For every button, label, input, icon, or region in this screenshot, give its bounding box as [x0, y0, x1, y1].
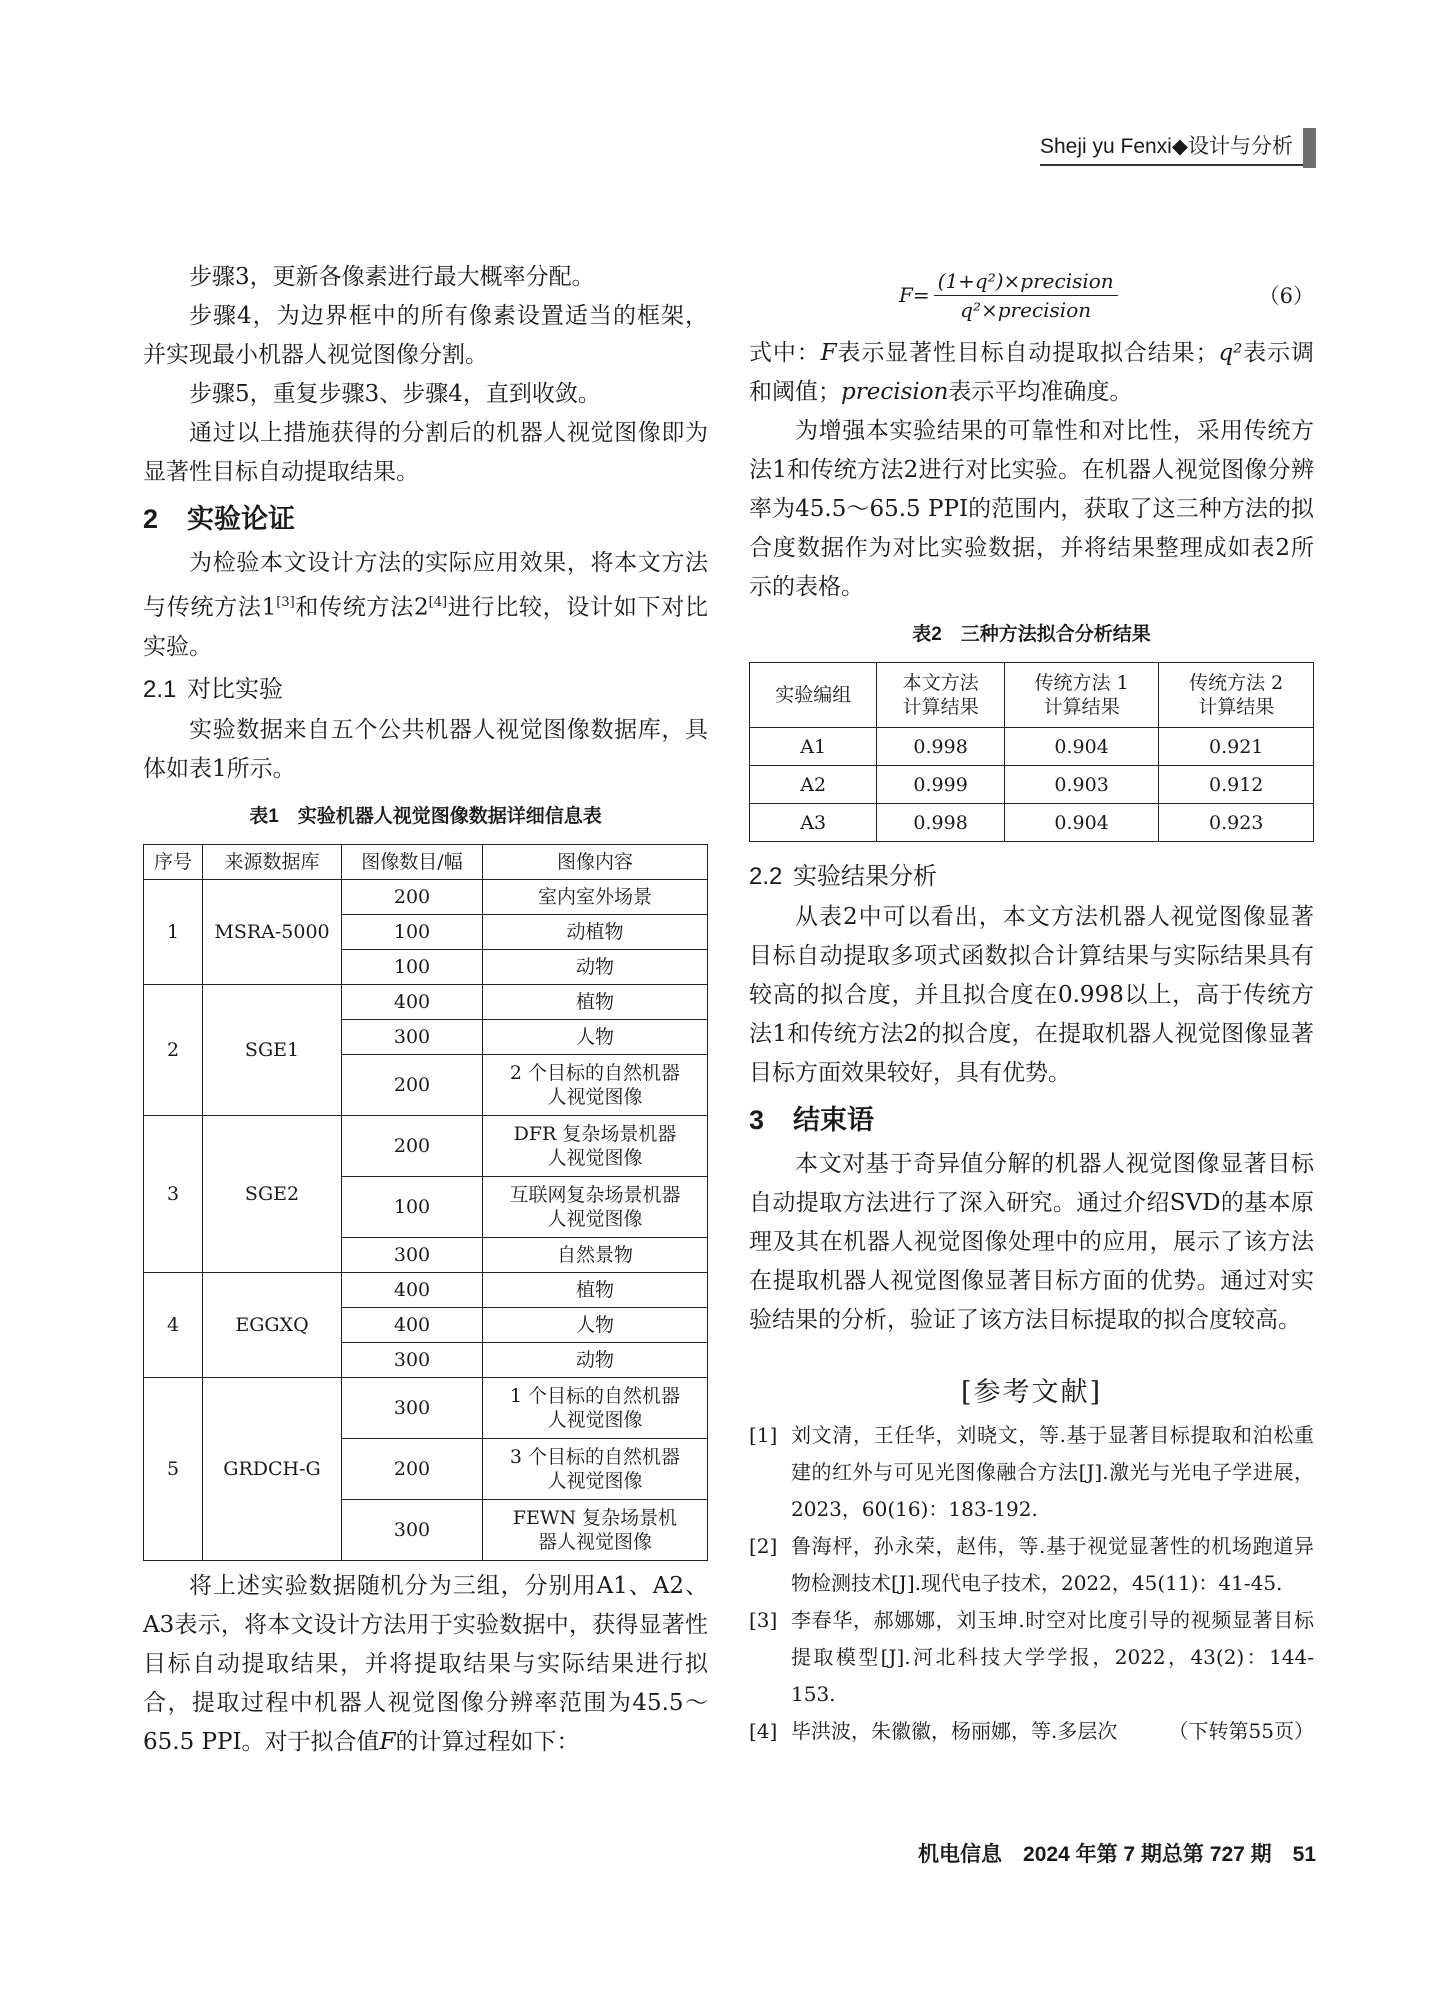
table-row [144, 1115, 708, 1176]
reference-text: 李春华，郝娜娜，刘玉坤.时空对比度引导的视频显著目标提取模型[J].河北科技大学学报，2022，43(2)：144-153. [791, 1608, 1314, 1706]
table2-cell: 0.912 [1159, 766, 1314, 804]
table1-group-number: 2 [144, 984, 203, 1115]
table1-image-content: 3 个目标的自然机器人视觉图像 [483, 1438, 708, 1499]
equation-fraction [934, 269, 1118, 322]
table2-cell: 0.998 [877, 804, 1004, 842]
header-bar [1303, 128, 1316, 168]
reference-number: [2] [749, 1534, 778, 1558]
reference-text: 刘文清，王任华，刘晓文，等.基于显著目标提取和泊松重建的红外与可见光图像融合方法[J].激光与光电子学进展，2023，60(16)：183-192. [791, 1423, 1314, 1521]
table1-image-content: 自然景物 [483, 1237, 708, 1272]
table1-group-number: 5 [144, 1377, 203, 1560]
table2-header-cell: 传统方法 1 计算结果 [1004, 663, 1159, 728]
table2-cell: 0.999 [877, 766, 1004, 804]
equation-number: （6） [1258, 284, 1314, 308]
reference-item [749, 1602, 1314, 1713]
table1-image-count: 200 [342, 1438, 483, 1499]
table-row [144, 1272, 708, 1307]
dataset-paragraph: 实验数据来自五个公共机器人视觉图像数据库，具体如表1所示。 [143, 716, 708, 782]
section-2-1-heading: 2.1 对比实验 [143, 675, 283, 703]
table1-image-count: 400 [342, 1307, 483, 1342]
table-row [144, 879, 708, 914]
table1-image-count: 100 [342, 1176, 483, 1237]
running-title: Sheji yu Fenxi◆设计与分析 [1040, 130, 1303, 166]
table2-cell: 0.998 [877, 728, 1004, 766]
grouping-paragraph: 将上述实验数据随机分为三组，分别用A1、A2、A3表示，将本文设计方法用于实验数据中，获得显著性目标自动提取结果，并将提取结果与实际结果进行拟合，提取过程中机器人视觉图像分辨率范围为45.5～65.5 PPI。对于拟合值F的计算过程如下： [143, 1572, 708, 1755]
formula-explanation: 式中：F表示显著性目标自动提取拟合结果；q²表示调和阈值；precision表示平均准确度。 [749, 340, 1315, 405]
table2-cell: A2 [750, 766, 877, 804]
table1-image-count: 400 [342, 984, 483, 1019]
table1-group-number: 1 [144, 879, 203, 984]
table1-caption: 表1 实验机器人视觉图像数据详细信息表 [249, 805, 602, 827]
table1-source-db: GRDCH-G [203, 1377, 342, 1560]
left-column [143, 258, 708, 1762]
table2-header-row [750, 663, 1314, 728]
table1-header-cell: 来源数据库 [203, 844, 342, 879]
table1-image-count: 100 [342, 914, 483, 949]
table1-header-cell: 图像数目/幅 [342, 844, 483, 879]
reference-number: [4] [749, 1719, 778, 1743]
table2-cell: A1 [750, 728, 877, 766]
table1-image-count: 200 [342, 1054, 483, 1115]
table1-group-number: 4 [144, 1272, 203, 1377]
table1-source-db: SGE1 [203, 984, 342, 1115]
table1-image-count: 300 [342, 1019, 483, 1054]
equation-denominator: q²×precision [960, 297, 1092, 322]
reference-number: [1] [749, 1423, 778, 1447]
table1-header-cell: 序号 [144, 844, 203, 879]
table2-header-cell: 本文方法 计算结果 [877, 663, 1004, 728]
step5-paragraph: 步骤5，重复步骤3、步骤4，直到收敛。 [189, 381, 601, 407]
right-column [749, 258, 1314, 1750]
references-heading: [参考文献] [960, 1377, 1103, 1408]
equation-6 [749, 258, 1314, 332]
result-paragraph: 通过以上措施获得的分割后的机器人视觉图像即为显著性目标自动提取结果。 [143, 420, 708, 485]
analysis-paragraph: 从表2中可以看出，本文方法机器人视觉图像显著目标自动提取多项式函数拟合计算结果与实际结果具有较高的拟合度，并且拟合度在0.998以上，高于传统方法1和传统方法2的拟合度，在提取机器人视觉图像显著目标方面效果较好，具有优势。 [749, 904, 1314, 1086]
equation-lhs: F= [899, 283, 930, 307]
table1-header-cell: 图像内容 [483, 844, 708, 879]
reference-item [749, 1528, 1314, 1602]
table1-source-db: SGE2 [203, 1115, 342, 1272]
table1-header-row [144, 844, 708, 879]
table-row [750, 766, 1314, 804]
table1-image-count: 300 [342, 1499, 483, 1560]
page-footer [918, 1838, 1316, 1868]
table2 [749, 662, 1314, 842]
page-number: 51 [1292, 1843, 1316, 1866]
experiment-intro-paragraph: 为检验本文设计方法的实际应用效果，将本文方法与传统方法1[3]和传统方法2[4]进行比较，设计如下对比实验。 [143, 550, 709, 660]
table2-cell: A3 [750, 804, 877, 842]
table1-image-count: 300 [342, 1237, 483, 1272]
reference-text: 毕洪波，朱徽徽，杨丽娜，等.多层次 （下转第55页） [791, 1713, 1314, 1750]
table-row [144, 1377, 708, 1438]
citation-3: [3] [276, 595, 295, 610]
table2-cell: 0.904 [1004, 728, 1159, 766]
equation-numerator: (1+q²)×precision [934, 269, 1118, 296]
table2-caption: 表2 三种方法拟合分析结果 [912, 624, 1151, 645]
table2-cell: 0.903 [1004, 766, 1159, 804]
table1-image-content: 1 个目标的自然机器人视觉图像 [483, 1377, 708, 1438]
table1-image-count: 300 [342, 1342, 483, 1377]
section-2-2-heading: 2.2 实验结果分析 [749, 863, 937, 890]
reference-number: [3] [749, 1608, 778, 1632]
table1-image-content: 2 个目标的自然机器人视觉图像 [483, 1054, 708, 1115]
table1-image-count: 300 [342, 1377, 483, 1438]
step3-paragraph: 步骤3，更新各像素进行最大概率分配。 [189, 264, 595, 290]
reference-item [749, 1417, 1314, 1528]
section-3-heading: 3 结束语 [749, 1105, 874, 1135]
table1-image-content: 植物 [483, 1272, 708, 1307]
table1-image-content: DFR 复杂场景机器人视觉图像 [483, 1115, 708, 1176]
table2-header-cell: 传统方法 2 计算结果 [1159, 663, 1314, 728]
table2-cell: 0.921 [1159, 728, 1314, 766]
citation-4: [4] [428, 595, 448, 610]
table1-image-content: 人物 [483, 1019, 708, 1054]
table1-group-number: 3 [144, 1115, 203, 1272]
reference-item [749, 1713, 1314, 1750]
table2-cell: 0.904 [1004, 804, 1159, 842]
table-row [750, 804, 1314, 842]
table1-source-db: MSRA-5000 [203, 879, 342, 984]
table1-image-count: 200 [342, 1115, 483, 1176]
table1-image-content: 人物 [483, 1307, 708, 1342]
comparison-paragraph: 为增强本实验结果的可靠性和对比性，采用传统方法1和传统方法2进行对比实验。在机器人视觉图像分辨率为45.5～65.5 PPI的范围内，获取了这三种方法的拟合度数据作为对比实验数据，并将结果整理成如表2所示的表格。 [749, 418, 1314, 600]
table1-image-count: 100 [342, 949, 483, 984]
conclusion-paragraph: 本文对基于奇异值分解的机器人视觉图像显著目标自动提取方法进行了深入研究。通过介绍SVD的基本原理及其在机器人视觉图像处理中的应用，展示了该方法在提取机器人视觉图像显著目标方面的优势。通过对实验结果的分析，验证了该方法目标提取的拟合度较高。 [749, 1151, 1314, 1333]
table1-image-content: 动物 [483, 1342, 708, 1377]
running-header [1040, 128, 1316, 168]
table1-image-count: 200 [342, 879, 483, 914]
table1-image-content: 动物 [483, 949, 708, 984]
table1-source-db: EGGXQ [203, 1272, 342, 1377]
table2-header-cell: 实验编组 [750, 663, 877, 728]
table1-image-content: 室内室外场景 [483, 879, 708, 914]
table2-cell: 0.923 [1159, 804, 1314, 842]
table1-image-content: 互联网复杂场景机器人视觉图像 [483, 1176, 708, 1237]
table-row [144, 984, 708, 1019]
section-2-heading: 2 实验论证 [143, 504, 295, 534]
table1-image-content: FEWN 复杂场景机器人视觉图像 [483, 1499, 708, 1560]
continued-note: （下转第55页） [1168, 1719, 1314, 1743]
journal-issue: 机电信息 2024 年第 7 期总第 727 期 [918, 1843, 1272, 1866]
step4-paragraph: 步骤4，为边界框中的所有像素设置适当的框架，并实现最小机器人视觉图像分割。 [143, 303, 708, 368]
table1-image-content: 动植物 [483, 914, 708, 949]
table1-image-count: 400 [342, 1272, 483, 1307]
table1-image-content: 植物 [483, 984, 708, 1019]
table1 [143, 844, 708, 1561]
table-row [750, 728, 1314, 766]
reference-text: 鲁海枰，孙永荣，赵伟，等.基于视觉显著性的机场跑道异物检测技术[J].现代电子技术，2022，45(11)：41-45. [791, 1534, 1314, 1595]
